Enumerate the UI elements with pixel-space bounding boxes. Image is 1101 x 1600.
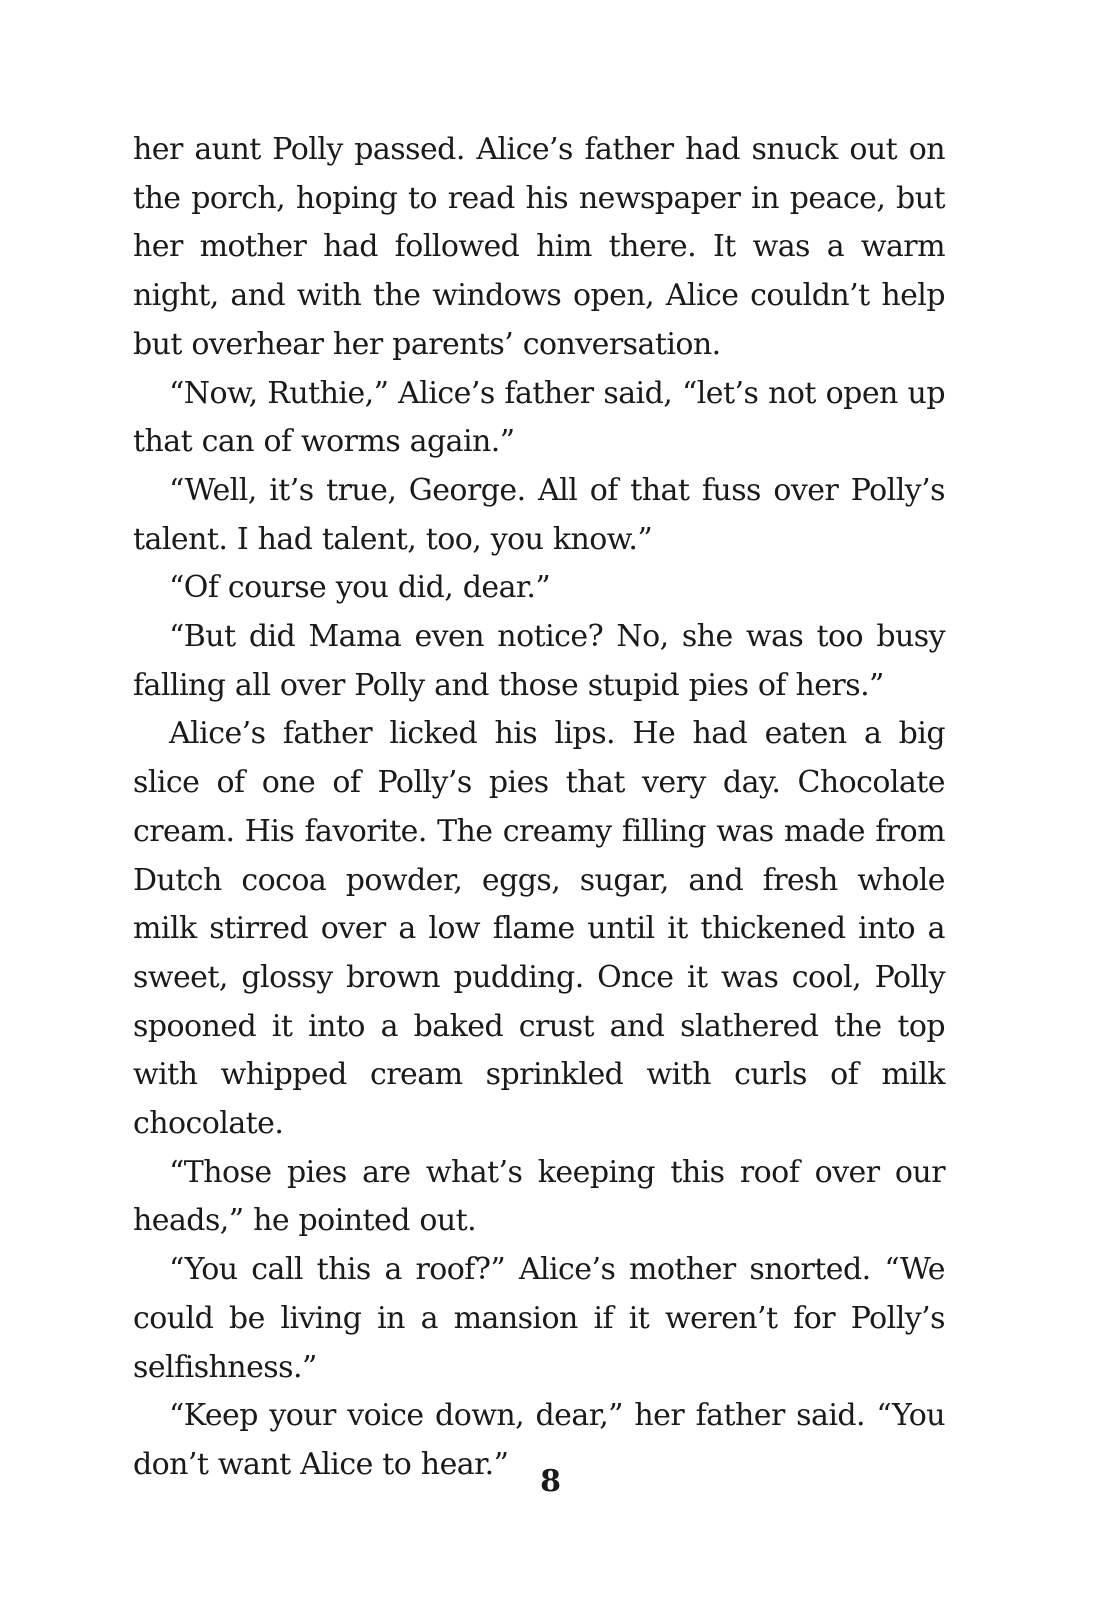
paragraph: “Keep your voice down, dear,” her father said. “You don’t want Alice to hear.” <box>133 1398 945 1482</box>
page-number: 8 <box>540 1464 561 1499</box>
paragraph: “Of course you did, dear.” <box>169 570 551 606</box>
body-text <box>133 126 945 1490</box>
paragraph: “Well, it’s true, George. All of that fuss over Polly’s talent. I had talent, too, you know.” <box>133 472 945 557</box>
paragraph-continued: her aunt Polly passed. Alice’s father had snuck out on the porch, hoping to read his newspaper in peace, but her mother had followed him there. It was a warm night, and with the windows open, Alice couldn’t help but overhear her parents’ conversation. <box>133 132 945 362</box>
paragraph: Alice’s father licked his lips. He had eaten a big slice of one of Polly’s pies that very day. Chocolate cream. His favorite. The creamy filling was made from Dutch cocoa powder, eggs, sugar, and fresh whole milk stirred over a low flame until it thickened into a sweet, glossy brown pudding. Once it was cool, Polly spooned it into a baked crust and slathered the top with whipped cream sprinkled with curls of milk chocolate. <box>133 716 945 1142</box>
paragraph: “You call this a roof?” Alice’s mother snorted. “We could be living in a mansion if it weren’t for Polly’s selfishness.” <box>133 1252 945 1385</box>
paragraph: “Now, Ruthie,” Alice’s father said, “let’s not open up that can of worms again.” <box>133 375 945 460</box>
paragraph: “But did Mama even notice? No, she was too busy falling all over Polly and those stupid pies of hers.” <box>133 619 945 703</box>
paragraph: “Those pies are what’s keeping this roof over our heads,” he pointed out. <box>133 1154 945 1239</box>
